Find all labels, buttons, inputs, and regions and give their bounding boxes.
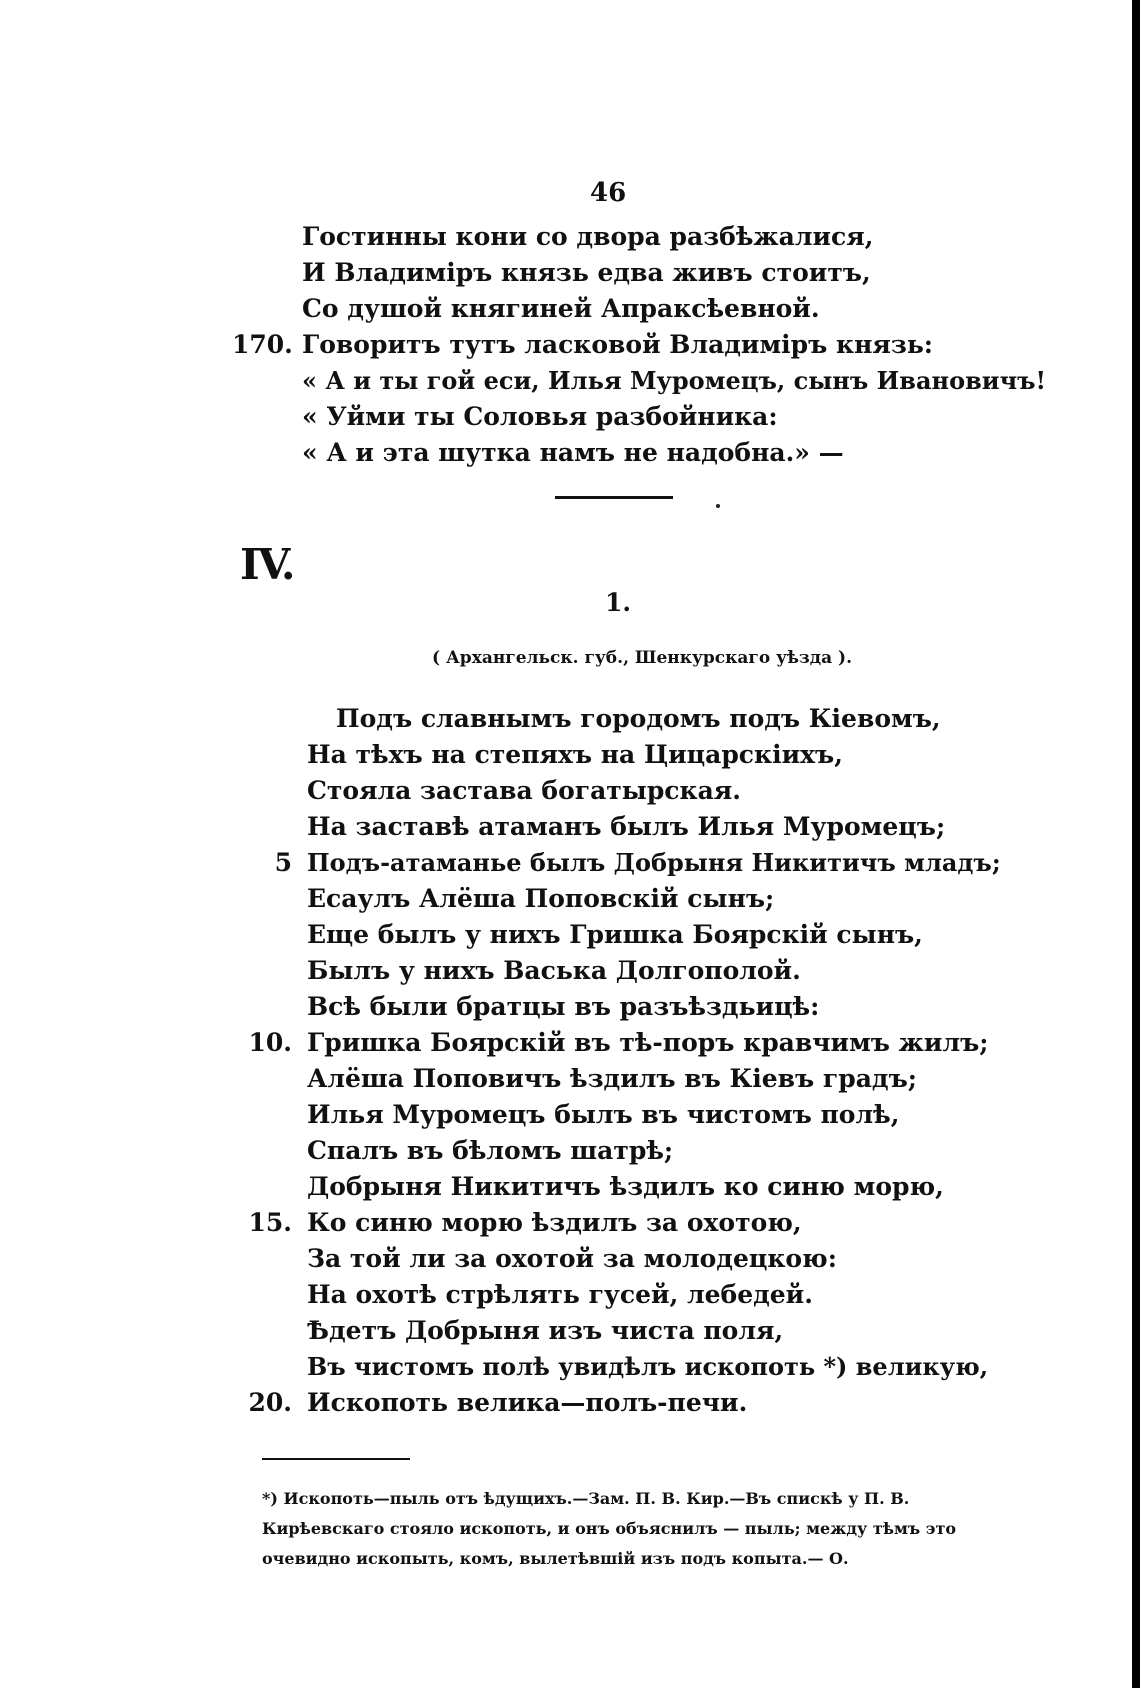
ink-speck (716, 504, 720, 508)
page-edge-shadow (1132, 0, 1140, 1688)
verse-line: Былъ у нихъ Васька Долгополой. (307, 956, 801, 985)
verse-line: Спалъ въ бѣломъ шатрѣ; (307, 1136, 674, 1165)
section-divider (555, 496, 673, 499)
verse-line: Подъ-атаманье былъ Добрыня Никитичъ младъ; (307, 848, 1001, 877)
verse-line: На охотѣ стрѣлять гусей, лебедей. (307, 1280, 813, 1309)
verse-line: Добрыня Никитичъ ѣздилъ ко синю морю, (307, 1172, 944, 1201)
verse-line: « Уйми ты Соловья разбойника: (302, 402, 778, 431)
verse-line: Алёша Поповичъ ѣздилъ въ Кіевъ градъ; (307, 1064, 917, 1093)
verse-line: Еще былъ у нихъ Гришка Боярскій сынъ, (307, 920, 923, 949)
verse-line: « А и ты гой еси, Илья Муромецъ, сынъ Ивановичъ! (302, 366, 1047, 395)
line-number: 170. (232, 330, 293, 359)
footnote-line: очевидно ископыть, комъ, вылетѣвшій изъ подъ копыта.— О. (262, 1549, 849, 1568)
page-number: 46 (590, 178, 627, 208)
verse-line: « А и эта шутка намъ не надобна.» — (302, 438, 844, 467)
line-number: 15. (248, 1208, 292, 1237)
verse-line: Ископоть велика—полъ-печи. (307, 1388, 748, 1417)
verse-line: Ко синю морю ѣздилъ за охотою, (307, 1208, 802, 1237)
verse-line: И Владиміръ князь едва живъ стоитъ, (302, 258, 871, 287)
footnote-line: Кирѣевскаго стояло ископоть, и онъ объяснилъ — пыль; между тѣмъ это (262, 1519, 957, 1538)
line-number: 10. (248, 1028, 292, 1057)
verse-line: Есаулъ Алёша Поповскій сынъ; (307, 884, 775, 913)
footnote-line: *) Ископоть—пыль отъ ѣдущихъ.—Зам. П. В. Кир.—Въ спискѣ у П. В. (262, 1489, 910, 1508)
section-roman-numeral: IV. (240, 540, 294, 589)
verse-line: Гостинны кони со двора разбѣжалися, (302, 222, 874, 251)
line-number: 20. (248, 1388, 292, 1417)
verse-line: Въ чистомъ полѣ увидѣлъ ископоть *) великую, (307, 1352, 989, 1381)
line-number: 5 (274, 848, 292, 877)
verse-line: Со душой княгиней Апраксѣевной. (302, 294, 820, 323)
verse-line: За той ли за охотой за молодецкою: (307, 1244, 837, 1273)
verse-line: Всѣ были братцы въ разъѣздьицѣ: (307, 992, 820, 1021)
footnote-rule (262, 1458, 410, 1460)
verse-line: На тѣхъ на степяхъ на Цицарскіихъ, (307, 740, 843, 769)
verse-line: Стояла застава богатырская. (307, 776, 741, 805)
verse-line: Илья Муромецъ былъ въ чистомъ полѣ, (307, 1100, 900, 1129)
source-note: ( Архангельск. губ., Шенкурскаго уѣзда ). (432, 648, 852, 668)
verse-line: Гришка Боярскій въ тѣ-поръ кравчимъ жилъ; (307, 1028, 989, 1057)
verse-line: Подъ славнымъ городомъ подъ Кіевомъ, (336, 704, 941, 733)
verse-line: Говоритъ тутъ ласковой Владиміръ князь: (302, 330, 934, 359)
verse-line: Ѣдетъ Добрыня изъ чиста поля, (307, 1316, 784, 1345)
poem-number: 1. (605, 588, 632, 617)
verse-line: На заставѣ атаманъ былъ Илья Муромецъ; (307, 812, 946, 841)
